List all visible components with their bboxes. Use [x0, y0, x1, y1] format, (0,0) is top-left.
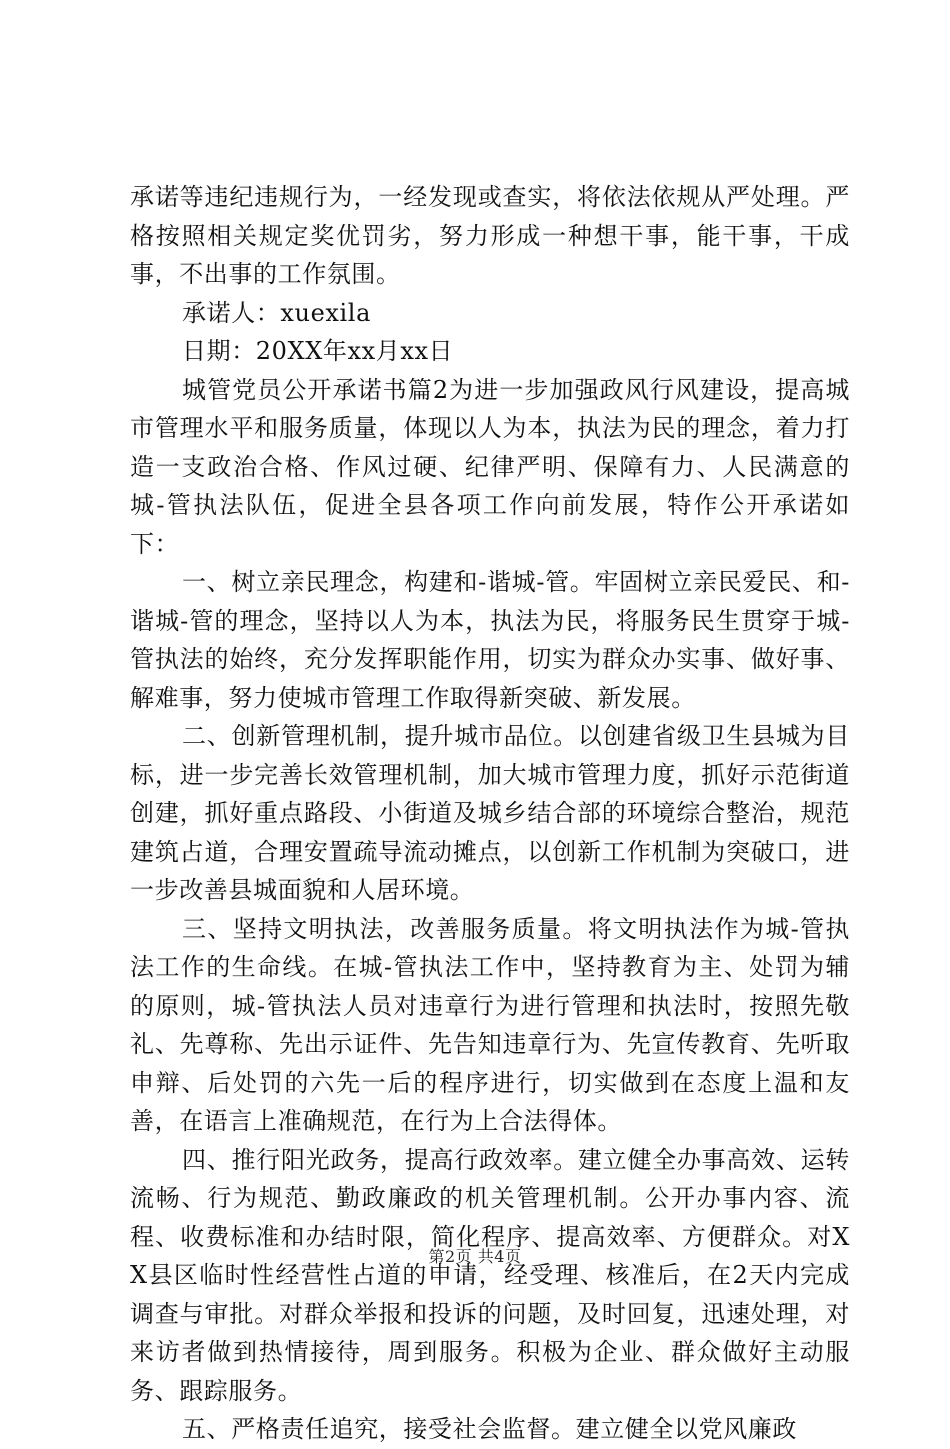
paragraph-signatory: 承诺人：xuexila	[182, 298, 371, 327]
paragraph-1: 承诺等违纪违规行为，一经发现或查实，将依法依规从严处理。严格按照相关规定奖优罚劣，努力形成一种想干事，能干事，干成事，不出事的工作氛围。	[130, 183, 850, 288]
paragraph-date: 日期：20XX年xx月xx日	[182, 337, 454, 365]
paragraph-item-4: 四、推行阳光政务，提高行政效率。建立健全办事高效、运转流畅、行为规范、勤政廉政的机关管理机制。公开办事内容、流程、收费标准和办结时限，简化程序、提高效率、方便群众。对XX县区临时性经营性占道的申请，经受理、核准后，在2天内完成调查与审批。对群众举报和投诉的问题，及时回复，迅速处理，对来访者做到热情接待，周到服务。积极为企业、群众做好主动服务、跟踪服务。	[130, 1145, 850, 1405]
paragraph-item-5: 五、严格责任追究，接受社会监督。建立健全以党风廉政	[182, 1415, 797, 1443]
paragraph-item-3: 三、坚持文明执法，改善服务质量。将文明执法作为城-管执法工作的生命线。在城-管执法工作中，坚持教育为主、处罚为辅的原则，城-管执法人员对违章行为进行管理和执法时，按照先敬礼、先尊称、先出示证件、先告知违章行为、先宣传教育、先听取申辩、后处罚的六先一后的程序进行，切实做到在态度上温和友善，在语言上准确规范，在行为上合法得体。	[130, 914, 850, 1135]
paragraph-item-1: 一、树立亲民理念，构建和-谐城-管。牢固树立亲民爱民、和-谐城-管的理念，坚持以人为本，执法为民，将服务民生贯穿于城-管执法的始终，充分发挥职能作用，切实为群众办实事、做好事、解难事，努力使城市管理工作取得新突破、新发展。	[130, 568, 850, 712]
paragraph-item-2: 二、创新管理机制，提升城市品位。以创建省级卫生县城为目标，进一步完善长效管理机制，加大城市管理力度，抓好示范街道创建，抓好重点路段、小街道及城乡结合部的环境综合整治，规范建筑占道，合理安置疏导流动摊点，以创新工作机制为突破口，进一步改善县城面貌和人居环境。	[130, 722, 850, 904]
page-footer: 第2页 共4页	[428, 1247, 522, 1266]
paragraph-intro: 城管党员公开承诺书篇2为进一步加强政风行风建设，提高城市管理水平和服务质量，体现以人为本，执法为民的理念，着力打造一支政治合格、作风过硬、纪律严明、保障有力、人民满意的城-管执法队伍，促进全县各项工作向前发展，特作公开承诺如下：	[130, 375, 850, 558]
